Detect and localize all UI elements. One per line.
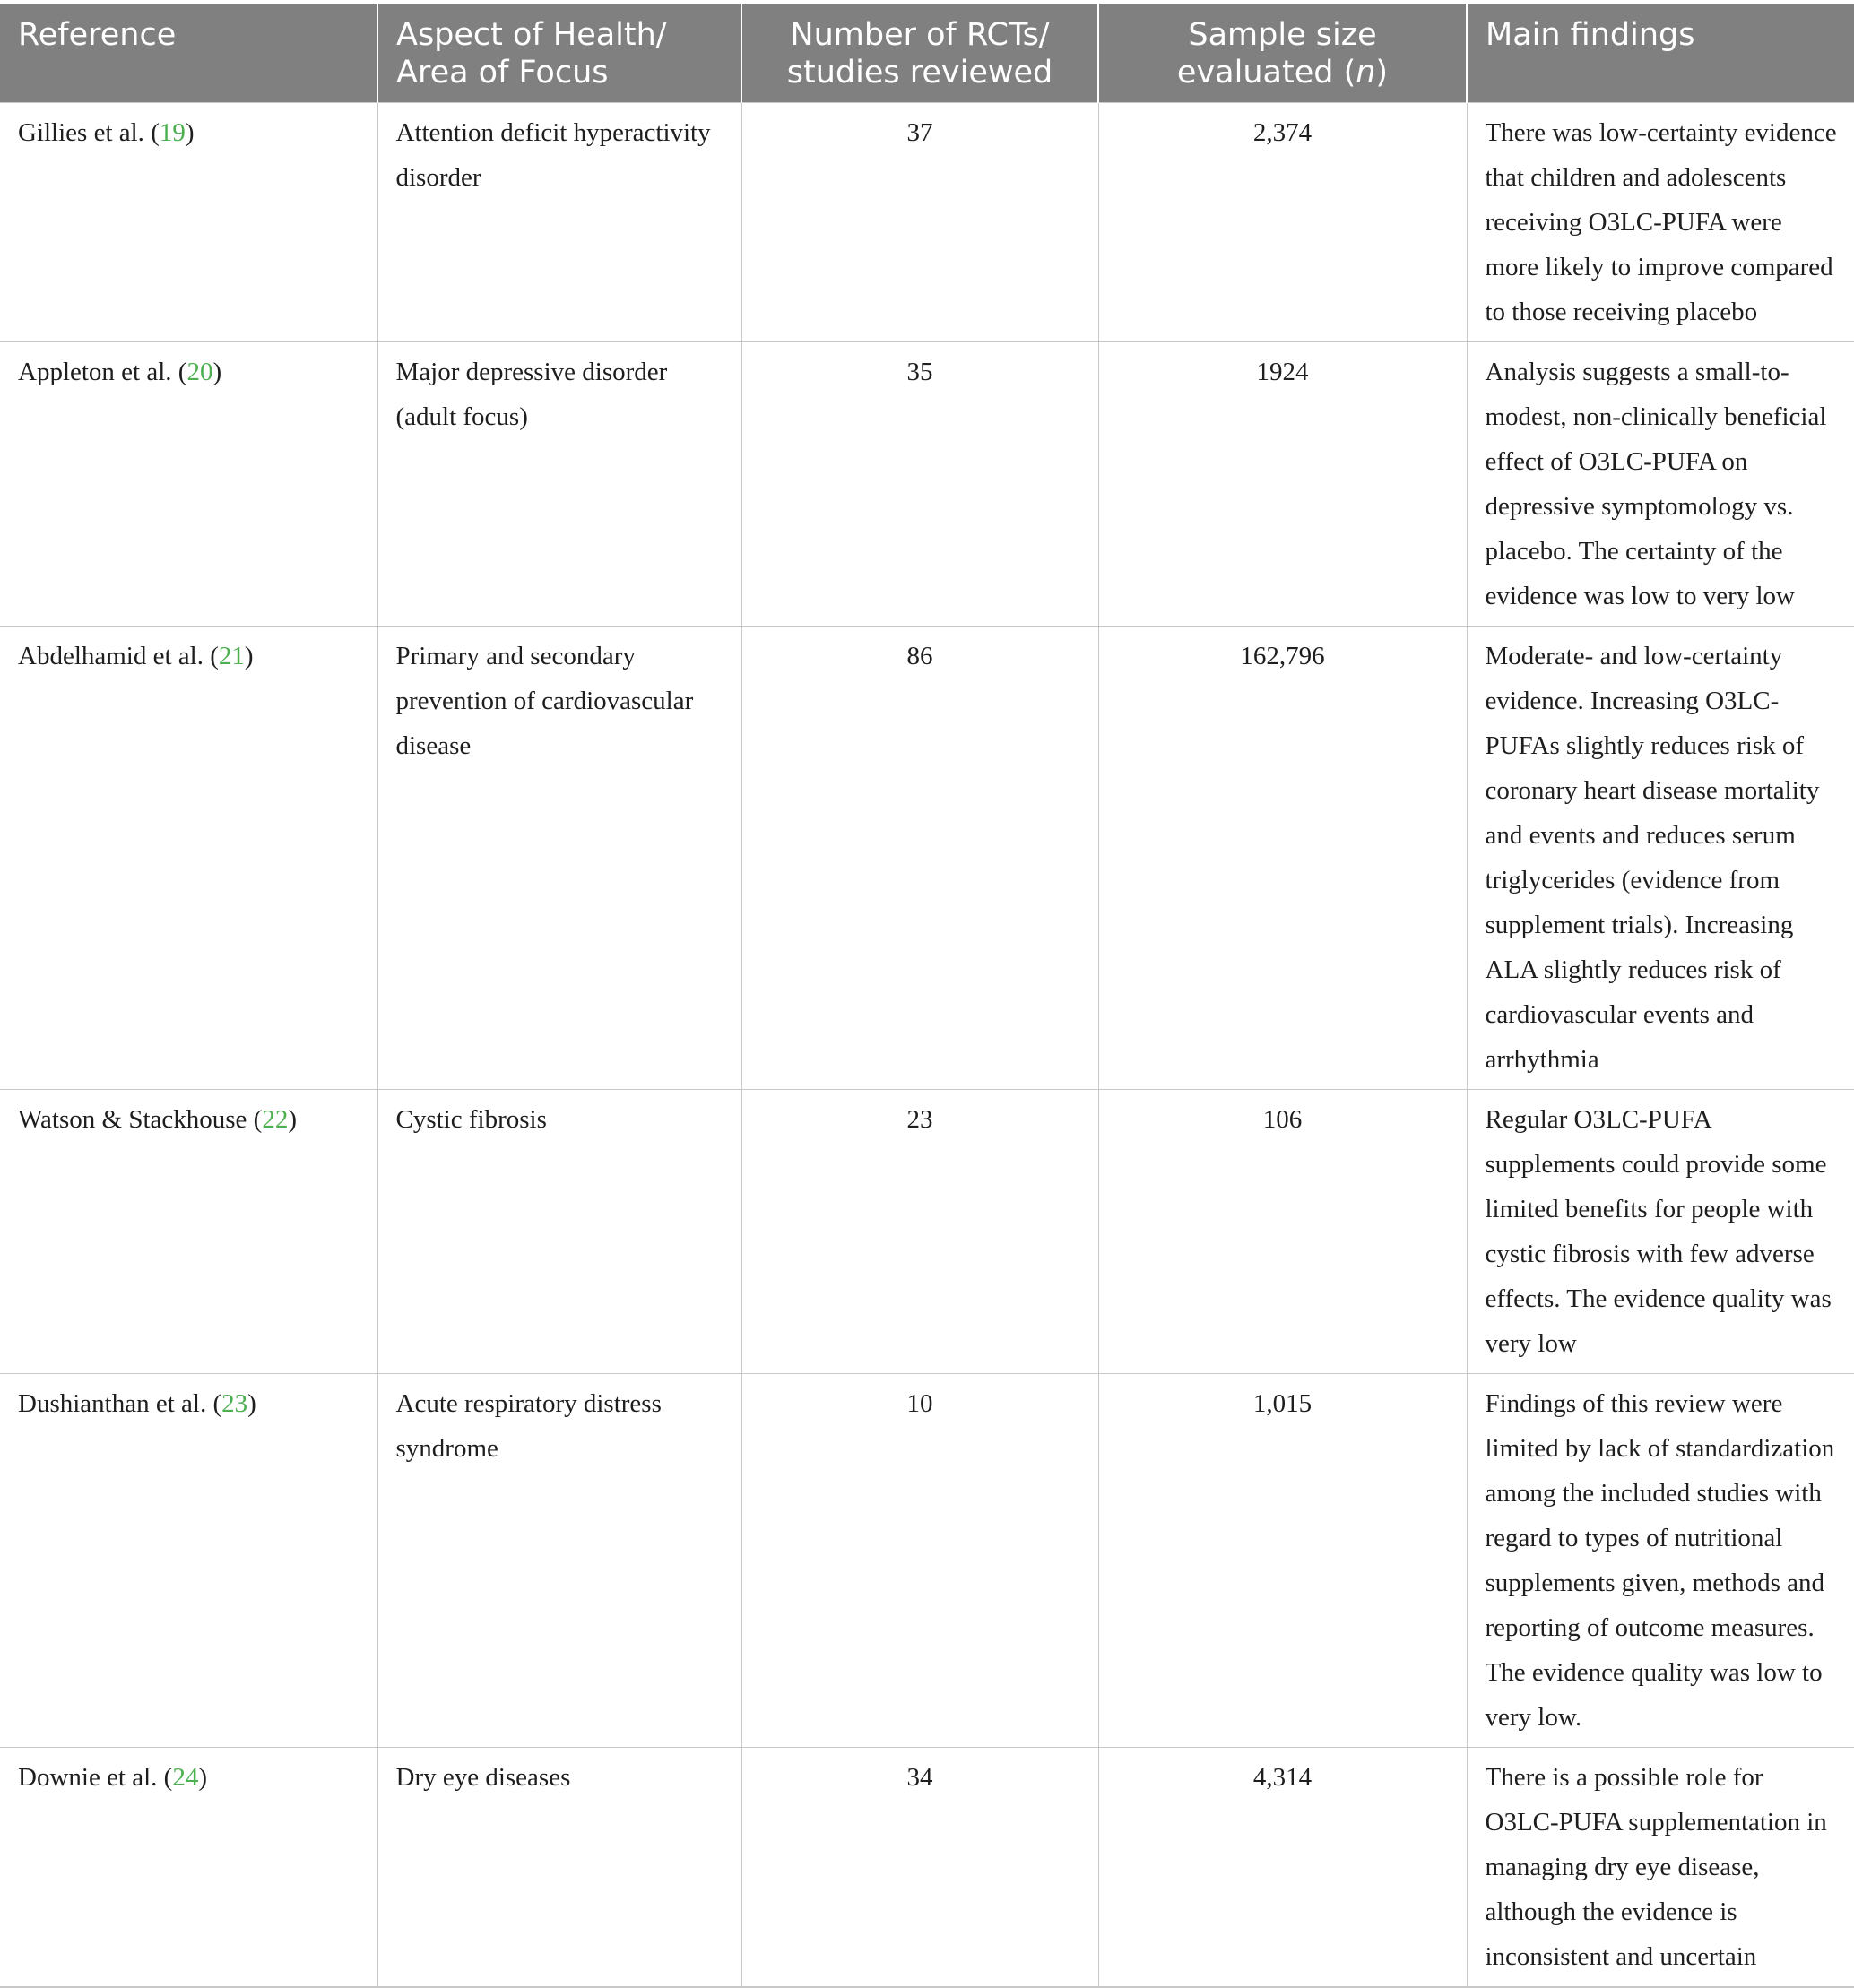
aspect-cell: Major depressive disorder (adult focus) <box>377 342 741 627</box>
aspect-cell: Attention deficit hyperactivity disorder <box>377 103 741 342</box>
reference-text: Appleton et al. <box>18 358 172 386</box>
reference-link[interactable]: 24 <box>172 1763 199 1792</box>
number-cell: 23 <box>741 1090 1098 1374</box>
header-aspect: Aspect of Health/ Area of Focus <box>377 4 741 103</box>
aspect-cell: Dry eye diseases <box>377 1748 741 1988</box>
reference-link[interactable]: 23 <box>221 1389 248 1418</box>
header-sample-suffix: ) <box>1375 55 1389 91</box>
review-table <box>0 4 1854 1988</box>
table-row <box>0 103 1854 342</box>
number-cell: 35 <box>741 342 1098 627</box>
reference-text: Abdelhamid et al. <box>18 642 204 670</box>
reference-cell: Gillies et al. (19) <box>0 103 377 342</box>
reference-text: Watson & Stackhouse <box>18 1105 247 1134</box>
sample-cell: 1,015 <box>1098 1374 1467 1748</box>
findings-cell: There is a possible role for O3LC-PUFA supplementation in managing dry eye disease, although the evidence is inconsistent and uncertain <box>1467 1748 1854 1988</box>
table-row <box>0 1090 1854 1374</box>
reference-cell: Watson & Stackhouse (22) <box>0 1090 377 1374</box>
sample-cell: 4,314 <box>1098 1748 1467 1988</box>
table-row <box>0 1374 1854 1748</box>
aspect-cell: Cystic fibrosis <box>377 1090 741 1374</box>
reference-cell: Appleton et al. (20) <box>0 342 377 627</box>
reference-cell: Abdelhamid et al. (21) <box>0 627 377 1090</box>
aspect-cell: Acute respiratory distress syndrome <box>377 1374 741 1748</box>
reference-link[interactable]: 19 <box>159 118 186 147</box>
reference-text: Dushianthan et al. <box>18 1389 207 1418</box>
table-row <box>0 627 1854 1090</box>
reference-text: Gillies et al. <box>18 118 144 147</box>
reference-link[interactable]: 21 <box>218 642 245 670</box>
reference-link[interactable]: 22 <box>262 1105 289 1134</box>
header-sample-n: n <box>1356 55 1376 91</box>
sample-cell: 1924 <box>1098 342 1467 627</box>
sample-cell: 162,796 <box>1098 627 1467 1090</box>
sample-cell: 106 <box>1098 1090 1467 1374</box>
number-cell: 86 <box>741 627 1098 1090</box>
header-number: Number of RCTs/ studies reviewed <box>741 4 1098 103</box>
header-sample-prefix: Sample size evaluated ( <box>1176 17 1377 91</box>
header-findings: Main findings <box>1467 4 1854 103</box>
sample-cell: 2,374 <box>1098 103 1467 342</box>
reference-cell: Dushianthan et al. (23) <box>0 1374 377 1748</box>
reference-text: Downie et al. <box>18 1763 158 1792</box>
number-cell: 10 <box>741 1374 1098 1748</box>
findings-cell: Analysis suggests a small-to-modest, non-clinically beneficial effect of O3LC-PUFA on depressive symptomology vs. placebo. The certainty of the evidence was low to very low <box>1467 342 1854 627</box>
findings-cell: Findings of this review were limited by lack of standardization among the included studies with regard to types of nutritional supplements given, methods and reporting of outcome measures. The evidence quality was low to very low. <box>1467 1374 1854 1748</box>
findings-cell: Regular O3LC-PUFA supplements could provide some limited benefits for people with cystic fibrosis with few adverse effects. The evidence quality was very low <box>1467 1090 1854 1374</box>
header-sample <box>1098 4 1467 103</box>
findings-cell: There was low-certainty evidence that children and adolescents receiving O3LC-PUFA were more likely to improve compared to those receiving placebo <box>1467 103 1854 342</box>
table-row <box>0 342 1854 627</box>
reference-link[interactable]: 20 <box>186 358 213 386</box>
header-row <box>0 4 1854 103</box>
reference-cell: Downie et al. (24) <box>0 1748 377 1988</box>
number-cell: 34 <box>741 1748 1098 1988</box>
aspect-cell: Primary and secondary prevention of cardiovascular disease <box>377 627 741 1090</box>
table-row <box>0 1748 1854 1988</box>
number-cell: 37 <box>741 103 1098 342</box>
findings-cell: Moderate- and low-certainty evidence. Increasing O3LC-PUFAs slightly reduces risk of coronary heart disease mortality and events and reduces serum triglycerides (evidence from supplement trials). Increasing ALA slightly reduces risk of cardiovascular events and arrhythmia <box>1467 627 1854 1090</box>
header-reference: Reference <box>0 4 377 103</box>
